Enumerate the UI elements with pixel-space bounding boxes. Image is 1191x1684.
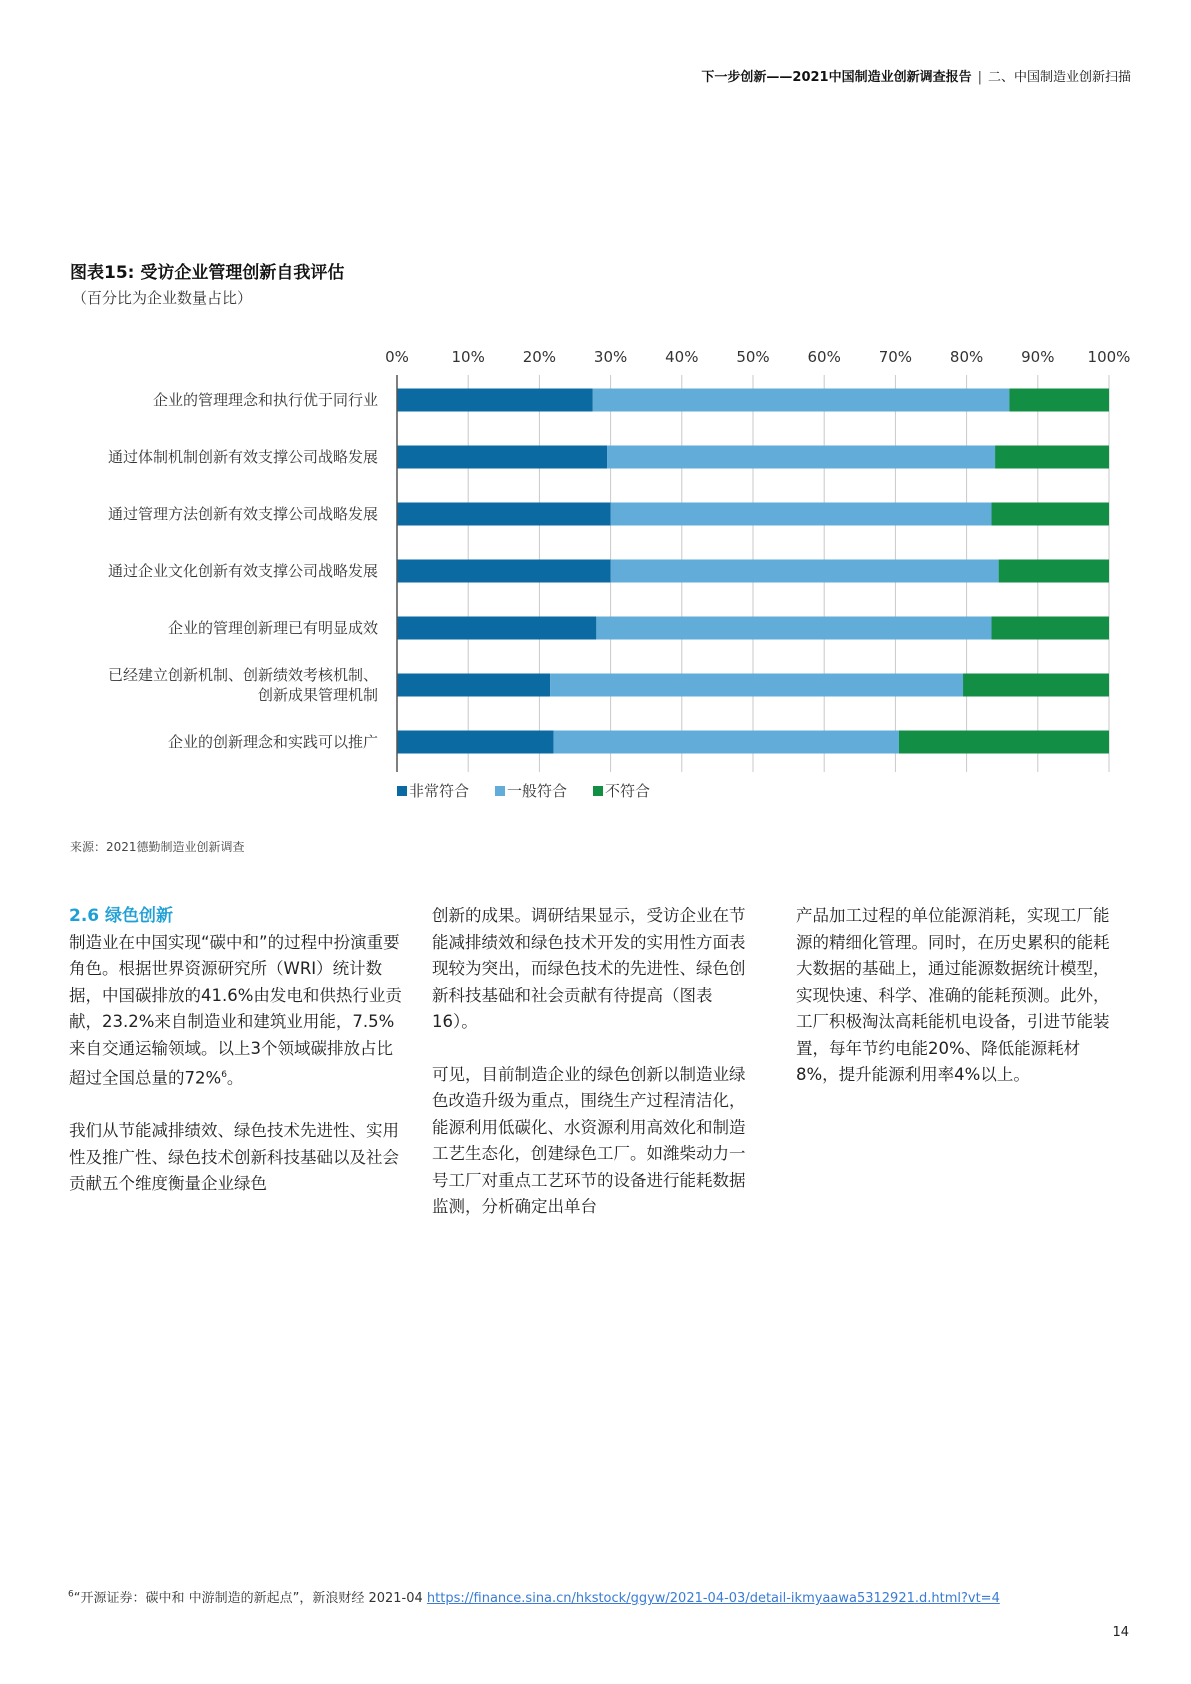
- bar-segment: [397, 674, 550, 697]
- bar-segment: [397, 617, 596, 640]
- bar-segment: [992, 503, 1109, 526]
- x-tick-label: 60%: [807, 348, 841, 366]
- bar-segment: [963, 674, 1109, 697]
- paragraph: 可见，目前制造企业的绿色创新以制造业绿色改造升级为重点，围绕生产过程清洁化，能源利用低碳化、水资源利用高效化和制造工艺生态化，创建绿色工厂。如潍柴动力一号工厂对重点工艺环节的设备进行能耗数据监测，分析确定出单台: [432, 1064, 746, 1216]
- figure-title: 图表15: 受访企业管理创新自我评估: [70, 263, 345, 283]
- bar-segment: [1009, 389, 1109, 412]
- legend-swatch: [593, 786, 603, 796]
- legend-label: 非常符合: [409, 782, 470, 800]
- x-tick-label: 70%: [878, 348, 913, 366]
- figure-subtitle: （百分比为企业数量占比）: [72, 289, 253, 307]
- x-tick-label: 80%: [949, 348, 984, 366]
- paragraph: 我们从节能减排绩效、绿色技术先进性、实用性及推广性、绿色技术创新科技基础以及社会贡献五个维度衡量企业绿色: [69, 1121, 399, 1193]
- paragraph: 制造业在中国实现“碳中和”的过程中扮演重要角色。根据世界资源研究所（WRI）统计数据，中国碳排放的41.6%由发电和供热行业贡献，23.2%来自制造业和建筑业用能，7.5%来自交通运输领域。以上3个领域碳排放占比超过全国总量的72%$^6$。: [69, 932, 402, 1088]
- text-column-2: [432, 903, 757, 1221]
- category-label: 企业的管理创新理已有明显成效: [167, 619, 378, 637]
- bar-segment: [397, 560, 611, 583]
- text-column-1: [69, 903, 404, 1198]
- x-tick-label: 50%: [736, 348, 770, 366]
- paragraph: 产品加工过程的单位能源消耗，实现工厂能源的精细化管理。同时，在历史累积的能耗大数据的基础上，通过能源数据统计模型，实现快速、科学、准确的能耗预测。此外，工厂积极淘汰高耗能机电设备，引进节能装置，每年节约电能20%、降低能源耗材8%，提升能源利用率4%以上。: [796, 906, 1110, 1084]
- category-label: 已经建立创新机制、创新绩效考核机制、: [107, 666, 378, 684]
- report-title: 下一步创新——2021中国制造业创新调查报告: [701, 70, 972, 85]
- footnote: [68, 1587, 1000, 1606]
- footnote-text: “开源证券：碳中和 中游制造的新起点”，新浪财经 2021-04: [73, 1591, 427, 1606]
- page-number: 14: [1112, 1625, 1129, 1640]
- header-separator: |: [977, 70, 982, 85]
- bar-segment: [611, 560, 999, 583]
- category-label: 通过企业文化创新有效支撑公司战略发展: [107, 562, 378, 580]
- x-tick-label: 100%: [1087, 348, 1131, 366]
- bar-segment: [995, 446, 1109, 469]
- page-header: [701, 66, 1131, 85]
- bar-segment: [397, 503, 611, 526]
- bar-segment: [397, 731, 554, 754]
- bar-segment: [397, 446, 607, 469]
- bar-segment: [611, 503, 992, 526]
- stacked-bar-chart: [0, 330, 1191, 820]
- legend-swatch: [397, 786, 407, 796]
- category-label: 企业的管理理念和执行优于同行业: [152, 391, 378, 409]
- bar-segment: [992, 617, 1109, 640]
- legend-label: 一般符合: [507, 782, 568, 800]
- footnote-ref: 6: [221, 1070, 227, 1080]
- x-tick-label: 0%: [385, 348, 409, 366]
- x-tick-label: 10%: [451, 348, 485, 366]
- bar-segment: [596, 617, 991, 640]
- x-tick-label: 90%: [1021, 348, 1055, 366]
- category-label: 企业的创新理念和实践可以推广: [167, 733, 378, 751]
- bar-segment: [550, 674, 963, 697]
- bar-segment: [397, 389, 593, 412]
- category-label: 通过体制机制创新有效支撑公司战略发展: [107, 448, 378, 466]
- legend-label: 不符合: [605, 782, 651, 800]
- category-label: 创新成果管理机制: [257, 686, 378, 704]
- section-name: 二、中国制造业创新扫描: [987, 70, 1131, 85]
- bar-segment: [554, 731, 899, 754]
- figure-source: 来源：2021德勤制造业创新调查: [70, 840, 245, 854]
- bar-segment: [899, 731, 1109, 754]
- x-tick-label: 20%: [522, 348, 557, 366]
- category-label: 通过管理方法创新有效支撑公司战略发展: [107, 505, 378, 523]
- footnote-number: 6: [68, 1589, 74, 1600]
- x-tick-label: 40%: [665, 348, 699, 366]
- paragraph: 创新的成果。调研结果显示，受访企业在节能减排绩效和绿色技术开发的实用性方面表现较为突出，而绿色技术的先进性、绿色创新科技基础和社会贡献有待提高（图表16）。: [432, 906, 746, 1031]
- legend-swatch: [495, 786, 505, 796]
- x-tick-label: 30%: [593, 348, 628, 366]
- bar-segment: [607, 446, 995, 469]
- text-column-3: [796, 903, 1121, 1089]
- section-title: 2.6 绿色创新: [69, 906, 174, 926]
- bar-segment: [999, 560, 1109, 583]
- bar-segment: [593, 389, 1010, 412]
- footnote-link[interactable]: https://finance.sina.cn/hkstock/ggyw/2021-04-03/detail-ikmyaawa5312921.d.html?vt=4: [426, 1591, 1000, 1606]
